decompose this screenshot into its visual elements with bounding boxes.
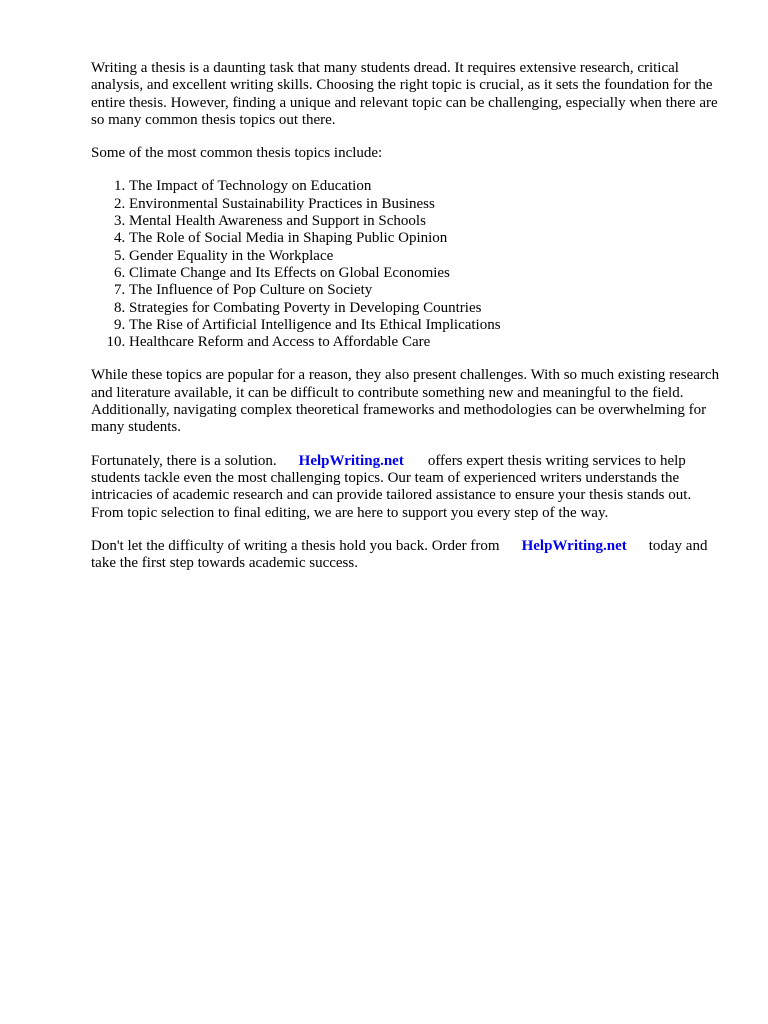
list-item: 1. The Impact of Technology on Education [129, 178, 721, 195]
list-item: 3. Mental Health Awareness and Support in Schools [129, 213, 721, 230]
topics-list [91, 178, 721, 351]
list-item: 7. The Influence of Pop Culture on Society [129, 282, 721, 299]
document-page [91, 60, 721, 588]
helpwriting-order-link[interactable]: HelpWriting.net [521, 537, 627, 554]
solution-paragraph [91, 453, 721, 522]
list-item: 8. Strategies for Combating Poverty in Developing Countries [129, 300, 721, 317]
challenges-paragraph: While these topics are popular for a reason, they also present challenges. With so much existing research and literature available, it can be difficult to contribute something new and meaningful to the field. Additionally, navigating complex theoretical frameworks and methodologies can be overwhelming for many students. [91, 367, 720, 436]
list-item: 9. The Rise of Artificial Intelligence and Its Ethical Implications [129, 317, 721, 334]
call-to-action-paragraph [91, 538, 721, 573]
list-item: 5. Gender Equality in the Workplace [129, 248, 721, 265]
cta-text-after: today and take the first step towards academic success. [91, 537, 708, 572]
intro-paragraph: Writing a thesis is a daunting task that many students dread. It requires extensive research, critical analysis, and excellent writing skills. Choosing the right topic is crucial, as it sets the foundation for the entire thesis. However, finding a unique and relevant topic can be challenging, especially when there are so many common thesis topics out there. [91, 60, 718, 128]
solution-text-after: offers expert thesis writing services to help students tackle even the most challenging topics. Our team of experienced writers understands the intricacies of academic research and can provide tailored assistance to ensure your thesis stands out. From topic selection to final editing, we are here to support you every step of the way. [91, 452, 692, 521]
helpwriting-link[interactable]: HelpWriting.net [298, 452, 404, 469]
solution-text-before: Fortunately, there is a solution. [91, 452, 277, 469]
list-item: 4. The Role of Social Media in Shaping Public Opinion [129, 230, 721, 247]
list-item: 10. Healthcare Reform and Access to Affordable Care [129, 334, 721, 351]
topics-intro-paragraph: Some of the most common thesis topics include: [91, 145, 383, 162]
list-item: 2. Environmental Sustainability Practices in Business [129, 196, 721, 213]
list-item: 6. Climate Change and Its Effects on Global Economies [129, 265, 721, 282]
cta-text-before: Don't let the difficulty of writing a thesis hold you back. Order from [91, 537, 500, 554]
